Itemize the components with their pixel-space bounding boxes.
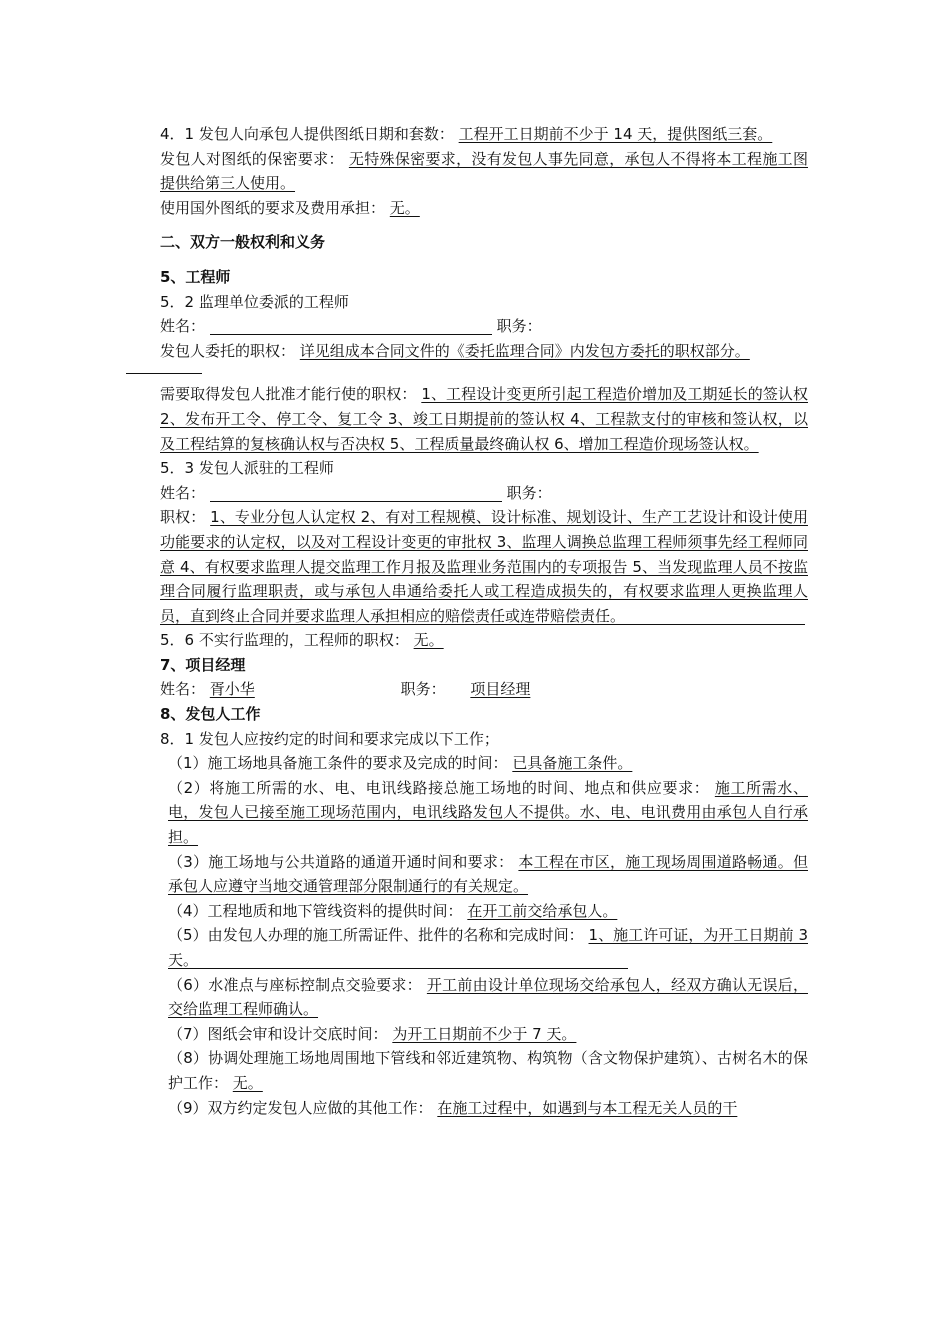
project-manager-post: 项目经理	[470, 680, 531, 699]
drawing-secrecy: 发包人对图纸的保密要求： 无特殊保密要求，没有发包人事先同意，承包人不得将本工程施工图提供给第三人使用。	[160, 149, 808, 193]
project-manager-row: 姓名： 胥小华 职务： 项目经理	[126, 677, 808, 702]
heading-employer-work: 8、发包人工作	[160, 705, 261, 724]
item-5: （5）由发包人办理的施工所需证件、批件的名称和完成时间： 1、施工许可证，为开工日期前 3 天。	[168, 926, 808, 969]
heading-engineer: 5、工程师	[160, 267, 231, 286]
approval-authority: 需要取得发包人批准才能行使的职权： 1、工程设计变更所引起工程造价增加及工期延长的签认权 2、发布开工令、停工令、复工令 3、竣工日期提前的签认权 4、工程款支付的审核和签认权，以及工程结算的复核确认权与否决权 5、工程质量最终确认权 6、增加工程造价现场签认权。	[160, 385, 808, 453]
clause-5-2: 5．2 监理单位委派的工程师	[160, 292, 349, 311]
heading-project-manager: 7、项目经理	[160, 655, 246, 674]
item-6: （6）水准点与座标控制点交验要求： 开工前由设计单位现场交给承包人，经双方确认无误后，交给监理工程师确认。	[168, 975, 808, 1019]
item-9: （9）双方约定发包人应做的其他工作： 在施工过程中，如遇到与本工程无关人员的干	[168, 1098, 738, 1117]
resident-engineer-power-value: 1、专业分包人认定权 2、有对工程规模、设计标准、规划设计、生产工艺设计和设计使用功能要求的认定权，以及对工程设计变更的审批权 3、监理人调换总监理工程师须事先经工程师同意 4、有权要求监理人提交监理工作月报及监理业务范围内的专项报告 5、当发现监理人员不按监理合同履行监理职责，或与承包人串通给委托人或工程造成损失的，有权要求监理人更换监理人员，直到终止合同并要求监理人承担相应的赔偿责任或连带赔偿责任。	[160, 508, 808, 625]
clause-5-6-value: 无。	[413, 631, 444, 650]
resident-engineer-name-row: 姓名： 职务：	[160, 483, 552, 502]
name-blank	[210, 316, 492, 335]
blank-line	[126, 373, 202, 374]
resident-engineer-power: 职权： 1、专业分包人认定权 2、有对工程规模、设计标准、规划设计、生产工艺设计和设计使用功能要求的认定权，以及对工程设计变更的审批权 3、监理人调换总监理工程师须事先经工程师同意 4、有权要求监理人提交监理工作月报及监理业务范围内的专项报告 5、当发现监理人员不按监理合同履行监理职责，或与承包人串通给委托人或工程造成损失的，有权要求监理人更换监理人员，直到终止合同并要求监理人承担相应的赔偿责任或连带赔偿责任。	[160, 508, 808, 625]
contract-page	[126, 122, 808, 1120]
clause-5-3: 5．3 发包人派驻的工程师	[160, 459, 334, 478]
clause-4-1: 4．1 发包人向承包人提供图纸日期和套数： 工程开工日期前不少于 14 天，提供图纸三套。	[160, 125, 773, 143]
item-4: （4）工程地质和地下管线资料的提供时间： 在开工前交给承包人。	[168, 901, 618, 920]
item-2: （2）将施工所需的水、电、电讯线路接总施工场地的时间、地点和供应要求： 施工所需水、电，发包人已接至施工现场范围内，电讯线路发包人不提供。水、电、电讯费用由承包人自行承担。	[168, 778, 808, 847]
drawing-secrecy-value: 无特殊保密要求，没有发包人事先同意，承包人不得将本工程施工图提供给第三人使用。	[160, 149, 808, 193]
clause-4-1-value: 工程开工日期前不少于 14 天，提供图纸三套。	[458, 125, 773, 143]
clause-8-1: 8．1 发包人应按约定的时间和要求完成以下工作；	[160, 729, 499, 748]
item-7: （7）图纸会审和设计交底时间： 为开工日期前不少于 7 天。	[168, 1024, 577, 1043]
engineer-name-row: 姓名： 职务：	[160, 317, 542, 336]
item-1: （1）施工场地具备施工条件的要求及完成的时间： 已具备施工条件。	[168, 754, 633, 773]
project-manager-name: 胥小华	[209, 680, 255, 699]
item-3: （3）施工场地与公共道路的通道开通时间和要求： 本工程在市区，施工现场周围道路畅通。但承包人应遵守当地交通管理部分限制通行的有关规定。	[168, 852, 808, 896]
item-8: （8）协调处理施工场地周围地下管线和邻近建筑物、构筑物（含文物保护建筑）、古树名木的保护工作： 无。	[168, 1049, 808, 1092]
approval-authority-value: 1、工程设计变更所引起工程造价增加及工期延长的签认权 2、发布开工令、停工令、复工令 3、竣工日期提前的签认权 4、工程款支付的审核和签认权，以及工程结算的复核确认权与否决权 5、工程质量最终确认权 6、增加工程造价现场签认权。	[160, 385, 808, 453]
foreign-drawings-value: 无。	[389, 198, 420, 217]
delegated-authority-value: 详见组成本合同文件的《委托监理合同》内发包方委托的职权部分。	[299, 341, 750, 360]
name-blank	[210, 483, 502, 502]
section-2-heading: 二、双方一般权利和义务	[160, 233, 326, 252]
clause-5-6: 5．6 不实行监理的，工程师的职权： 无。	[160, 631, 444, 650]
foreign-drawings: 使用国外图纸的要求及费用承担： 无。	[160, 198, 420, 217]
delegated-authority: 发包人委托的职权： 详见组成本合同文件的《委托监理合同》内发包方委托的职权部分。	[160, 341, 750, 360]
